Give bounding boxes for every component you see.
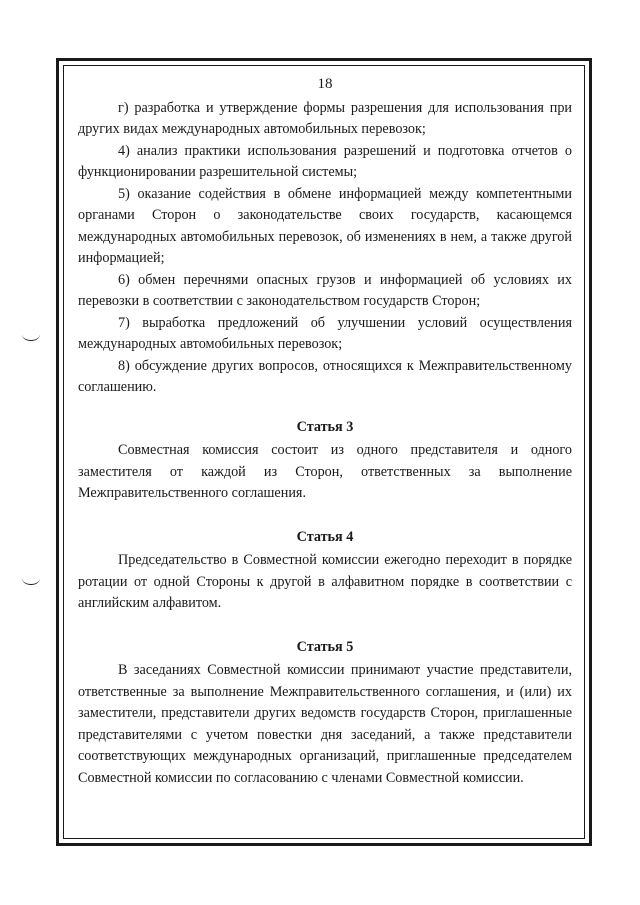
document-body bbox=[78, 74, 572, 789]
article-4-heading: Статья 4 bbox=[296, 528, 354, 545]
article-3-heading: Статья 3 bbox=[296, 418, 354, 435]
paragraph-item-6: 6) обмен перечнями опасных грузов и информацией об условиях их перевозки в соответствии с законодательством государств Сторон; bbox=[78, 271, 572, 309]
article-5-text: В заседаниях Совместной комиссии принимают участие представители, ответственные за выполнение Межправительственного соглашения, и (или) их заместители, представители других ведомств государств Сторон, приглашенные представителями с учетом повестки дня заседаний, а также представители соответствующих международных организаций, приглашенные председателем Совместной комиссии по согласованию с членами Совместной комиссии. bbox=[78, 662, 572, 786]
article-3-text: Совместная комиссия состоит из одного представителя и одного заместителя от каждой из Сторон, ответственных за выполнение Межправительственного соглашения. bbox=[78, 442, 572, 501]
article-5-heading: Статья 5 bbox=[296, 638, 354, 655]
paragraph-item-7: 7) выработка предложений об улучшении условий осуществления международных автомобильных перевозок; bbox=[78, 314, 572, 352]
paragraph-item-g: г) разработка и утверждение формы разрешения для использования при других видах международных автомобильных перевозок; bbox=[78, 99, 572, 137]
paragraph-item-5: 5) оказание содействия в обмене информацией между компетентными органами Сторон о законодательстве своих государств, касающемся международных автомобильных перевозок, об изменениях в нем, а также другой информацией; bbox=[78, 185, 572, 266]
binding-mark-bottom bbox=[22, 572, 40, 585]
binding-mark-top bbox=[22, 328, 40, 341]
article-4-text: Председательство в Совместной комиссии ежегодно переходит в порядке ротации от одной Стороны к другой в алфавитном порядке в соответствии с английским алфавитом. bbox=[78, 552, 572, 611]
page-number: 18 bbox=[317, 76, 333, 92]
paragraph-item-4: 4) анализ практики использования разрешений и подготовка отчетов о функционировании разрешительной системы; bbox=[78, 142, 572, 180]
paragraph-item-8: 8) обсуждение других вопросов, относящихся к Межправительственному соглашению. bbox=[78, 357, 572, 395]
